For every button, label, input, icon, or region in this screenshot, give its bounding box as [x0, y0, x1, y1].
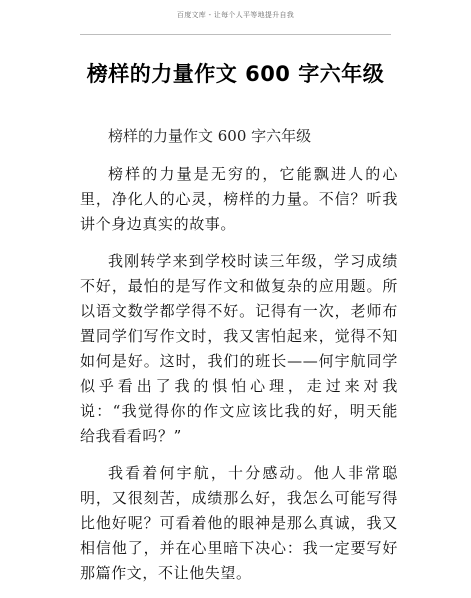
document-subtitle: 榜样的力量作文 600 字六年级	[108, 127, 312, 145]
header-divider	[80, 34, 391, 35]
paragraph-2: 我刚转学来到学校时读三年级，学习成绩不好，最怕的是写作文和做复杂的应用题。所以语文数学都学得不好。记得有一次，老师布置同学们写作文时，我又害怕起来，觉得不知如何是好。这时，我们的班长——何宇航同学似乎看出了我的惧怕心理，走过来对我说：“我觉得你的作文应该比我的好，明天能给我看看吗？”	[80, 252, 398, 445]
paragraph-1: 榜样的力量是无穷的，它能飘进人的心里，净化人的心灵，榜样的力量。不信？听我讲个身边真实的故事。	[80, 165, 398, 233]
page-header	[0, 0, 471, 40]
header-caption: 百度文库 - 让每个人平等地提升自我	[176, 11, 295, 19]
paragraph-3: 我看着何宇航，十分感动。他人非常聪明，又很刻苦，成绩那么好，我怎么可能写得比他好呢？可看着他的眼神是那么真诚，我又相信他了，并在心里暗下决心：我一定要写好那篇作文，不让他失望。	[80, 464, 398, 582]
document-title: 榜样的力量作文 600 字六年级	[86, 62, 385, 86]
document-body	[80, 124, 398, 598]
